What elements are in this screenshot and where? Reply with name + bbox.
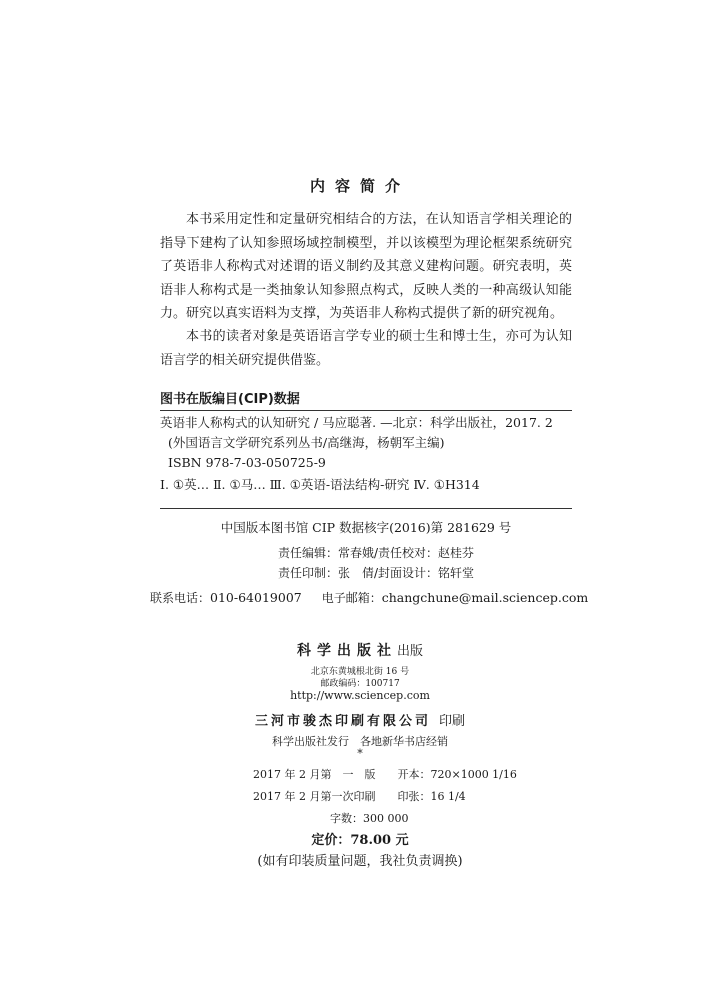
publisher-line xyxy=(0,640,720,660)
distribution-line: 科学出版社发行 各地新华书店经销 xyxy=(272,735,448,748)
cip-series-line: (外国语言文学研究系列丛书/高继海，杨朝军主编) xyxy=(168,435,445,450)
quality-note: (如有印装质量问题，我社负责调换) xyxy=(257,854,463,869)
cip-classification-line: Ⅰ. ①英… Ⅱ. ①马… Ⅲ. ①英语-语法结构-研究 Ⅳ. ①H314 xyxy=(160,477,480,492)
summary-paragraph-1: 本书采用定性和定量研究相结合的方法，在认知语言学相关理论的指导下建构了认知参照场域控制模型，并以该模型为理论框架系统研究了英语非人称构式对述谓的语义制约及其意义建构问题。研究表明，英语非人称构式是一类抽象认知参照点构式，反映人类的一种高级认知能力。研究以真实语料为支撑，为英语非人称构式提供了新的研究视角。 xyxy=(160,212,572,321)
phone-number: 010-64019007 xyxy=(210,590,302,605)
summary-paragraph-2: 本书的读者对象是英语语言学专业的硕士生和博士生，亦可为认知语言学的相关研究提供借鉴。 xyxy=(160,329,572,368)
price: 定价：78.00 元 xyxy=(311,833,409,848)
printer-name: 三河市骏杰印刷有限公司 xyxy=(254,714,431,729)
publisher-url: http://www.sciencep.com xyxy=(290,689,430,702)
cip-top-divider xyxy=(160,410,572,411)
publisher-suffix: 出版 xyxy=(396,644,423,659)
cip-heading: 图书在版编目(CIP)数据 xyxy=(160,392,300,407)
contact-info xyxy=(150,589,588,606)
phone-label: 联系电话： xyxy=(150,591,211,605)
publisher-address: 北京东黄城根北街 16 号 xyxy=(310,667,410,677)
cip-isbn-line: ISBN 978-7-03-050725-9 xyxy=(168,455,326,470)
email-address: changchune@mail.sciencep.com xyxy=(381,590,589,605)
publisher-postcode: 邮政编码：100717 xyxy=(320,679,400,689)
staff-editors: 责任编辑：常春娥/责任校对：赵桂芬 xyxy=(278,546,475,560)
staff-production: 责任印制：张 倩/封面设计：铭轩堂 xyxy=(278,566,475,580)
printer-suffix: 印刷 xyxy=(439,714,466,729)
printing-sheets-line: 2017 年 2 月第一次印刷 印张：16 1/4 xyxy=(253,790,466,803)
edition-format-line: 2017 年 2 月第 一 版 开本：720×1000 1/16 xyxy=(253,768,517,781)
cip-reference-number: 中国版本图书馆 CIP 数据核字(2016)第 281629 号 xyxy=(220,520,512,535)
email-label: 电子邮箱： xyxy=(321,591,382,605)
publisher-name: 科学出版社 xyxy=(296,643,397,659)
separator-star: * xyxy=(357,747,363,760)
printer-line xyxy=(0,710,720,729)
cip-title-line: 英语非人称构式的认知研究 / 马应聪著. —北京：科学出版社，2017. 2 xyxy=(160,415,553,430)
summary-title: 内容简介 xyxy=(309,177,410,195)
word-count-line: 字数：300 000 xyxy=(330,812,409,825)
cip-bottom-divider xyxy=(160,508,572,509)
